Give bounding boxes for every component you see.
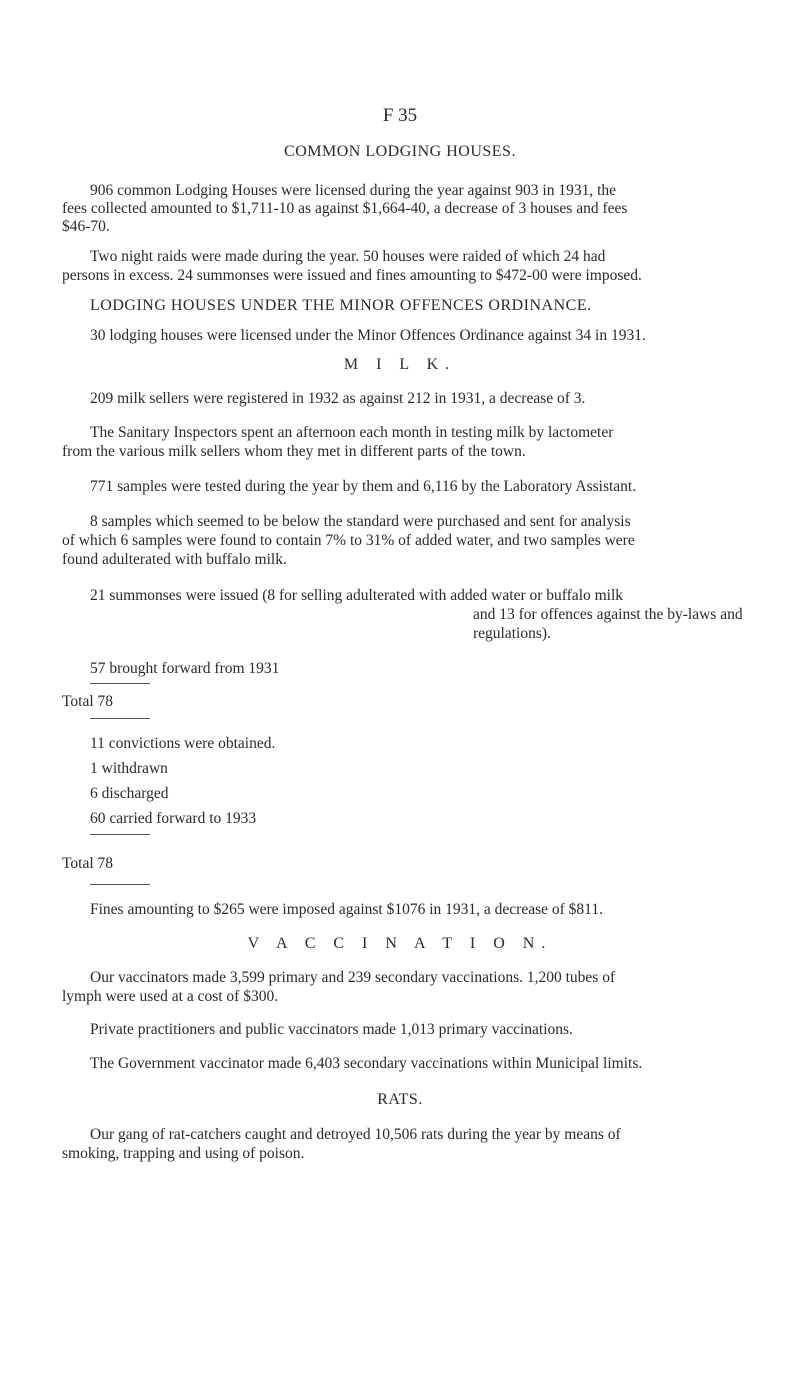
disposal-line: 60 carried forward to 1933 <box>90 810 257 827</box>
paragraph-line: smoking, trapping and using of poison. <box>62 1145 305 1162</box>
heading-minor-offences: LODGING HOUSES UNDER THE MINOR OFFENCES ORDINANCE. <box>90 297 592 314</box>
paragraph-line: from the various milk sellers whom they met in different parts of the town. <box>62 443 526 460</box>
paragraph-line: 209 milk sellers were registered in 1932 as against 212 in 1931, a decrease of 3. <box>90 390 586 407</box>
paragraph-line: Private practitioners and public vaccinators made 1,013 primary vaccinations. <box>90 1021 573 1038</box>
summons-line: regulations). <box>473 625 551 642</box>
disposal-line: 11 convictions were obtained. <box>90 735 276 752</box>
total-line: Total 78 <box>62 693 114 710</box>
heading-rats: RATS. <box>377 1091 423 1108</box>
page-number: F 35 <box>382 105 418 126</box>
sum-rule <box>90 884 150 885</box>
paragraph-line: 8 samples which seemed to be below the standard were purchased and sent for analysis <box>90 513 631 530</box>
paragraph-line: $46-70. <box>62 218 110 235</box>
paragraph-line: found adulterated with buffalo milk. <box>62 551 287 568</box>
total-line: Total 78 <box>62 855 114 872</box>
heading-common-lodging: COMMON LODGING HOUSES. <box>284 143 516 160</box>
paragraph-line: persons in excess. 24 summonses were issued and fines amounting to $472-00 were imposed. <box>62 267 642 284</box>
fines-line: Fines amounting to $265 were imposed against $1076 in 1931, a decrease of $811. <box>90 901 603 918</box>
paragraph-line: Our gang of rat-catchers caught and detroyed 10,506 rats during the year by means of <box>90 1126 621 1143</box>
paragraph-line: Our vaccinators made 3,599 primary and 239 secondary vaccinations. 1,200 tubes of <box>90 969 616 986</box>
heading-vaccination: V A C C I N A T I O N. <box>247 935 553 952</box>
paragraph-line: of which 6 samples were found to contain 7% to 31% of added water, and two samples were <box>62 532 635 549</box>
paragraph-line: 30 lodging houses were licensed under the Minor Offences Ordinance against 34 in 1931. <box>90 327 646 344</box>
heading-milk: M I L K. <box>343 356 457 373</box>
paragraph-line: 906 common Lodging Houses were licensed during the year against 903 in 1931, the <box>90 182 617 199</box>
sum-rule <box>90 834 150 835</box>
disposal-line: 1 withdrawn <box>90 760 168 777</box>
sum-rule <box>90 683 150 684</box>
paragraph-line: lymph were used at a cost of $300. <box>62 988 279 1005</box>
disposal-line: 6 discharged <box>90 785 169 802</box>
summons-line: and 13 for offences against the by-laws and <box>473 606 743 623</box>
paragraph-line: 771 samples were tested during the year by them and 6,116 by the Laboratory Assistant. <box>90 478 637 495</box>
paragraph-line: The Sanitary Inspectors spent an afternoon each month in testing milk by lactometer <box>90 424 614 441</box>
paragraph-line: The Government vaccinator made 6,403 secondary vaccinations within Municipal limits. <box>90 1055 643 1072</box>
summons-line: 21 summonses were issued (8 for selling adulterated with added water or buffalo milk <box>90 587 624 604</box>
sum-rule <box>90 718 150 719</box>
paragraph-line: Two night raids were made during the year. 50 houses were raided of which 24 had <box>90 248 606 265</box>
paragraph-line: fees collected amounted to $1,711-10 as against $1,664-40, a decrease of 3 houses and fees <box>62 200 628 217</box>
brought-forward-line: 57 brought forward from 1931 <box>90 660 280 677</box>
